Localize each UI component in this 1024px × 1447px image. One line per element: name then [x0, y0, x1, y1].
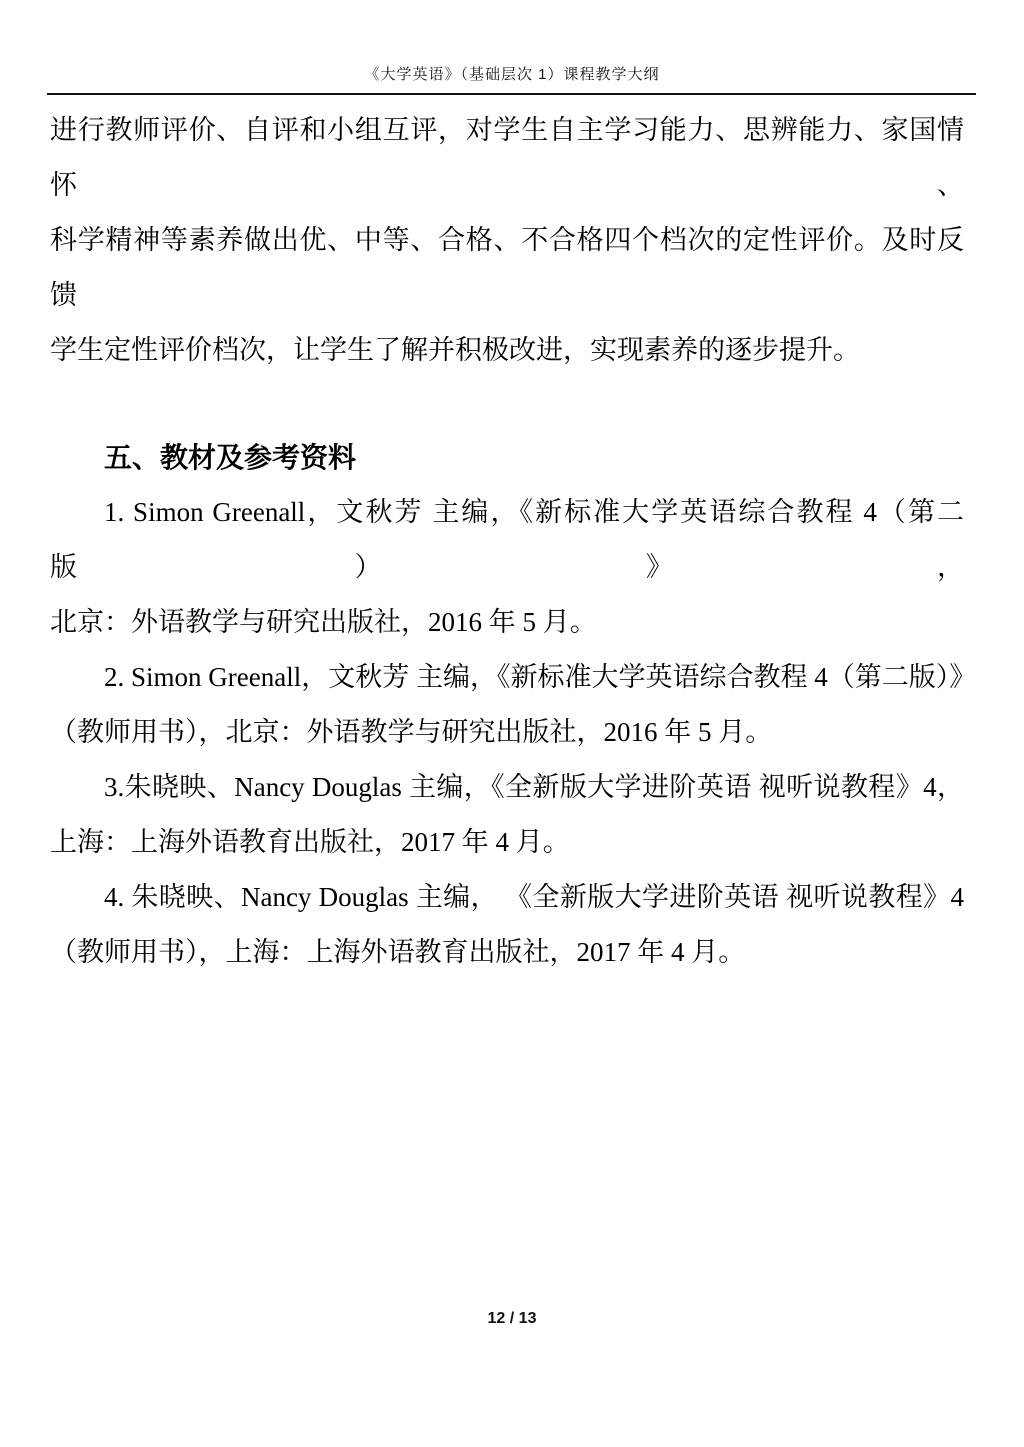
paragraph-line: 进行教师评价、自评和小组互评，对学生自主学习能力、思辨能力、家国情怀、	[50, 115, 964, 200]
paragraph-line: 科学精神等素养做出优、中等、合格、不合格四个档次的定性评价。及时反馈	[50, 225, 964, 310]
page-number: 12 / 13	[487, 1310, 537, 1327]
reference-line: 1. Simon Greenall，文秋芳 主编，《新标准大学英语综合教程 4（第二版）》，	[50, 497, 964, 582]
header-divider	[47, 93, 976, 95]
reference-line: 4. 朱晓映、Nancy Douglas 主编， 《全新版大学进阶英语 视听说教程》4	[104, 882, 964, 912]
reference-line: （教师用书），上海：上海外语教育出版社，2017 年 4 月。	[50, 937, 746, 967]
page-header-title: 《大学英语》（基础层次 1）课程教学大纲	[364, 66, 660, 83]
reference-line: 上海：上海外语教育出版社，2017 年 4 月。	[50, 827, 570, 857]
reference-line: 3.朱晓映、Nancy Douglas 主编，《全新版大学进阶英语 视听说教程》4，	[104, 772, 964, 802]
vertical-spacer	[50, 378, 964, 430]
reference-line: 北京：外语教学与研究出版社，2016 年 5 月。	[50, 607, 597, 637]
paragraph-line: 学生定性评价档次，让学生了解并积极改进，实现素养的逐步提升。	[50, 335, 860, 365]
section-heading: 五、教材及参考资料	[104, 442, 357, 473]
page-body	[50, 103, 977, 980]
reference-line: （教师用书），北京：外语教学与研究出版社，2016 年 5 月。	[50, 717, 773, 747]
reference-line: 2. Simon Greenall，文秋芳 主编，《新标准大学英语综合教程 4（第二版）》	[104, 662, 977, 692]
